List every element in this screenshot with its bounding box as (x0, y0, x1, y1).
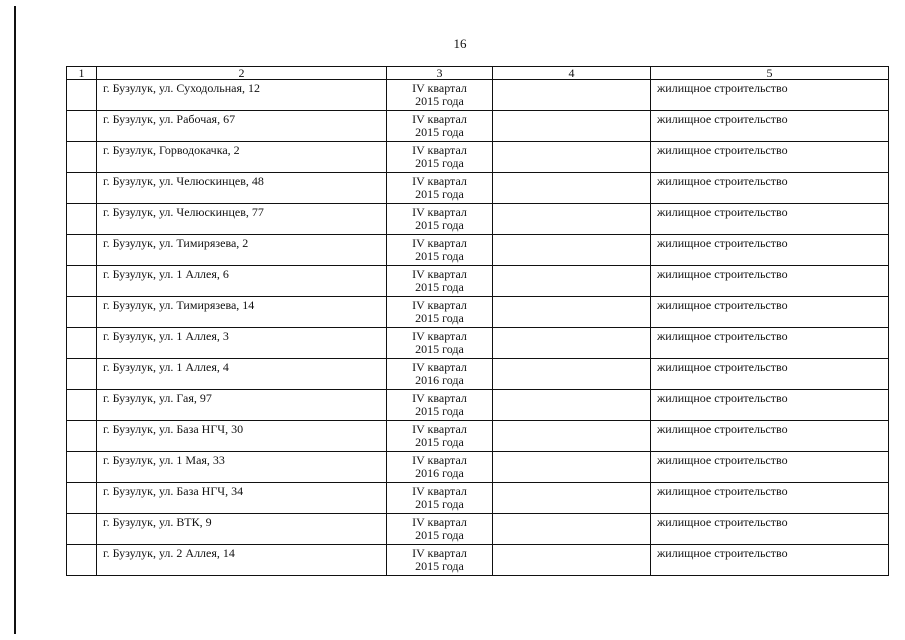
table-body (67, 80, 889, 576)
purpose-cell: жилищное строительство (651, 204, 889, 235)
column-4-cell (493, 545, 651, 576)
period-year: 2016 года (415, 373, 464, 387)
row-number-cell (67, 235, 97, 266)
period-cell (387, 514, 493, 545)
address-cell: г. Бузулук, ул. 1 Мая, 33 (97, 452, 387, 483)
purpose-cell: жилищное строительство (651, 452, 889, 483)
period-quarter: IV квартал (412, 174, 467, 188)
row-number-cell (67, 80, 97, 111)
period-cell (387, 204, 493, 235)
column-4-cell (493, 204, 651, 235)
header-col-1: 1 (67, 67, 97, 80)
address-cell: г. Бузулук, ул. Рабочая, 67 (97, 111, 387, 142)
row-number-cell (67, 142, 97, 173)
table-row (67, 297, 889, 328)
period-year: 2015 года (415, 435, 464, 449)
period-year: 2015 года (415, 311, 464, 325)
purpose-cell: жилищное строительство (651, 483, 889, 514)
period-cell (387, 452, 493, 483)
land-plot-table (66, 66, 889, 576)
table-header-row (67, 67, 889, 80)
address-cell: г. Бузулук, ул. 2 Аллея, 14 (97, 545, 387, 576)
binding-margin-line (14, 6, 16, 634)
address-cell: г. Бузулук, ул. Тимирязева, 14 (97, 297, 387, 328)
period-cell (387, 359, 493, 390)
period-cell (387, 266, 493, 297)
period-cell (387, 173, 493, 204)
period-year: 2015 года (415, 125, 464, 139)
column-4-cell (493, 266, 651, 297)
period-cell (387, 297, 493, 328)
period-quarter: IV квартал (412, 546, 467, 560)
row-number-cell (67, 111, 97, 142)
header-col-2: 2 (97, 67, 387, 80)
row-number-cell (67, 545, 97, 576)
address-cell: г. Бузулук, ул. Тимирязева, 2 (97, 235, 387, 266)
period-quarter: IV квартал (412, 484, 467, 498)
period-quarter: IV квартал (412, 143, 467, 157)
period-year: 2015 года (415, 249, 464, 263)
table-row (67, 204, 889, 235)
column-4-cell (493, 452, 651, 483)
row-number-cell (67, 514, 97, 545)
table-row (67, 514, 889, 545)
period-quarter: IV квартал (412, 236, 467, 250)
row-number-cell (67, 328, 97, 359)
period-quarter: IV квартал (412, 112, 467, 126)
table-row (67, 142, 889, 173)
address-cell: г. Бузулук, ул. 1 Аллея, 3 (97, 328, 387, 359)
address-cell: г. Бузулук, ул. База НГЧ, 30 (97, 421, 387, 452)
column-4-cell (493, 235, 651, 266)
column-4-cell (493, 421, 651, 452)
period-quarter: IV квартал (412, 205, 467, 219)
period-year: 2016 года (415, 466, 464, 480)
row-number-cell (67, 204, 97, 235)
address-cell: г. Бузулук, ул. 1 Аллея, 4 (97, 359, 387, 390)
purpose-cell: жилищное строительство (651, 297, 889, 328)
period-year: 2015 года (415, 94, 464, 108)
row-number-cell (67, 452, 97, 483)
column-4-cell (493, 514, 651, 545)
address-cell: г. Бузулук, ул. ВТК, 9 (97, 514, 387, 545)
purpose-cell: жилищное строительство (651, 359, 889, 390)
header-col-3: 3 (387, 67, 493, 80)
period-quarter: IV квартал (412, 391, 467, 405)
purpose-cell: жилищное строительство (651, 111, 889, 142)
row-number-cell (67, 266, 97, 297)
purpose-cell: жилищное строительство (651, 235, 889, 266)
period-cell (387, 111, 493, 142)
period-year: 2015 года (415, 156, 464, 170)
period-year: 2015 года (415, 280, 464, 294)
table-row (67, 359, 889, 390)
period-year: 2015 года (415, 404, 464, 418)
purpose-cell: жилищное строительство (651, 514, 889, 545)
address-cell: г. Бузулук, ул. Суходольная, 12 (97, 80, 387, 111)
address-cell: г. Бузулук, Горводокачка, 2 (97, 142, 387, 173)
purpose-cell: жилищное строительство (651, 328, 889, 359)
address-cell: г. Бузулук, ул. Челюскинцев, 77 (97, 204, 387, 235)
row-number-cell (67, 359, 97, 390)
period-cell (387, 421, 493, 452)
table-row (67, 235, 889, 266)
table-row (67, 545, 889, 576)
column-4-cell (493, 390, 651, 421)
period-year: 2015 года (415, 342, 464, 356)
period-year: 2015 года (415, 497, 464, 511)
address-cell: г. Бузулук, ул. Гая, 97 (97, 390, 387, 421)
table-row (67, 421, 889, 452)
table-row (67, 111, 889, 142)
header-col-5: 5 (651, 67, 889, 80)
period-cell (387, 483, 493, 514)
period-quarter: IV квартал (412, 453, 467, 467)
period-cell (387, 390, 493, 421)
column-4-cell (493, 142, 651, 173)
period-cell (387, 142, 493, 173)
table-row (67, 328, 889, 359)
row-number-cell (67, 421, 97, 452)
period-cell (387, 235, 493, 266)
table-row (67, 80, 889, 111)
period-cell (387, 328, 493, 359)
row-number-cell (67, 390, 97, 421)
header-col-4: 4 (493, 67, 651, 80)
column-4-cell (493, 483, 651, 514)
column-4-cell (493, 328, 651, 359)
column-4-cell (493, 111, 651, 142)
table-row (67, 452, 889, 483)
period-year: 2015 года (415, 559, 464, 573)
table-row (67, 483, 889, 514)
row-number-cell (67, 483, 97, 514)
page-number: 16 (453, 36, 467, 51)
period-cell (387, 80, 493, 111)
period-quarter: IV квартал (412, 81, 467, 95)
table-row (67, 266, 889, 297)
purpose-cell: жилищное строительство (651, 545, 889, 576)
period-year: 2015 года (415, 187, 464, 201)
row-number-cell (67, 173, 97, 204)
period-year: 2015 года (415, 528, 464, 542)
period-quarter: IV квартал (412, 422, 467, 436)
purpose-cell: жилищное строительство (651, 266, 889, 297)
table-row (67, 390, 889, 421)
period-quarter: IV квартал (412, 360, 467, 374)
purpose-cell: жилищное строительство (651, 390, 889, 421)
period-quarter: IV квартал (412, 267, 467, 281)
column-4-cell (493, 80, 651, 111)
table-row (67, 173, 889, 204)
purpose-cell: жилищное строительство (651, 142, 889, 173)
purpose-cell: жилищное строительство (651, 173, 889, 204)
column-4-cell (493, 297, 651, 328)
period-quarter: IV квартал (412, 329, 467, 343)
column-4-cell (493, 359, 651, 390)
column-4-cell (493, 173, 651, 204)
period-cell (387, 545, 493, 576)
address-cell: г. Бузулук, ул. Челюскинцев, 48 (97, 173, 387, 204)
period-year: 2015 года (415, 218, 464, 232)
period-quarter: IV квартал (412, 298, 467, 312)
address-cell: г. Бузулук, ул. 1 Аллея, 6 (97, 266, 387, 297)
purpose-cell: жилищное строительство (651, 421, 889, 452)
row-number-cell (67, 297, 97, 328)
period-quarter: IV квартал (412, 515, 467, 529)
address-cell: г. Бузулук, ул. База НГЧ, 34 (97, 483, 387, 514)
purpose-cell: жилищное строительство (651, 80, 889, 111)
